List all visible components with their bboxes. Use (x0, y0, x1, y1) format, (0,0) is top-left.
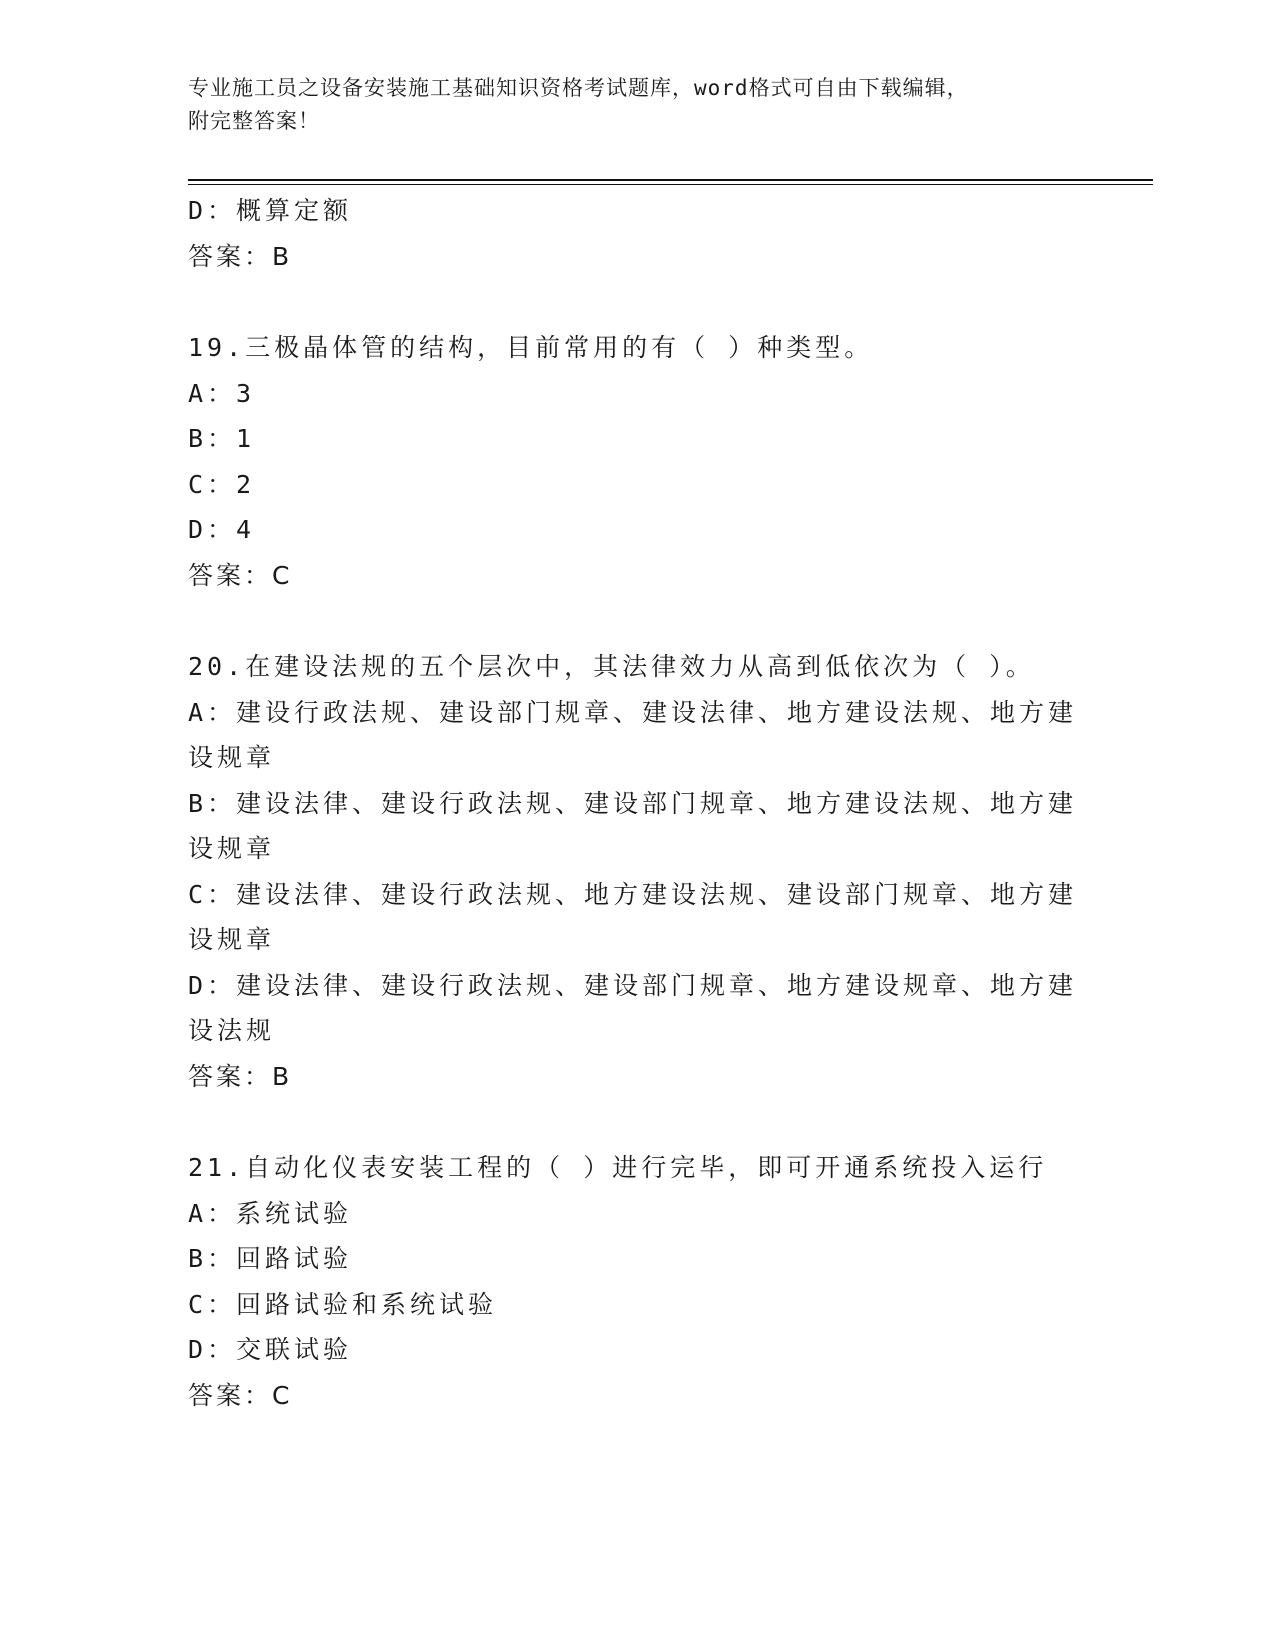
header-line-1: 专业施工员之设备安装施工基础知识资格考试题库，word格式可自由下载编辑， (188, 76, 969, 100)
document-header (188, 72, 1088, 138)
spacer (188, 598, 1088, 644)
question-21-option-b: B：回路试验 (188, 1244, 353, 1273)
question-20-option-c: C：建设法律、建设行政法规、地方建设法规、建设部门规章、地方建 (188, 879, 1078, 909)
header-divider-thick (188, 179, 1153, 181)
question-19-option-b: B：1 (188, 424, 256, 453)
question-19-option-d: D：4 (188, 515, 256, 544)
question-20-option-d-cont: 设法规 (188, 1016, 276, 1045)
spacer (188, 279, 1088, 325)
question-19-option-a: A：3 (188, 378, 256, 408)
question-19-answer: 答案：C (188, 560, 293, 590)
question-20-option-c-cont: 设规章 (188, 925, 276, 954)
prev-answer: 答案：B (188, 241, 293, 271)
question-20-option-d: D：建设法律、建设行政法规、建设部门规章、地方建设规章、地方建 (188, 970, 1078, 1000)
question-19-stem: 19.三极晶体管的结构，目前常用的有（ ）种类型。 (188, 333, 874, 362)
question-21-option-a: A：系统试验 (188, 1198, 353, 1228)
question-20-option-b: B：建设法律、建设行政法规、建设部门规章、地方建设法规、地方建 (188, 788, 1078, 818)
question-19-option-c: C：2 (188, 469, 256, 499)
question-20-answer: 答案：B (188, 1061, 293, 1091)
header-divider-thin (188, 184, 1153, 185)
prev-option-d: D：概算定额 (188, 196, 353, 225)
question-content (188, 188, 1088, 1418)
spacer (188, 1099, 1088, 1145)
question-20-stem: 20.在建设法规的五个层次中，其法律效力从高到低依次为（ ）。 (188, 652, 1035, 681)
header-line-2: 附完整答案！ (188, 109, 320, 133)
question-21-option-d: D：交联试验 (188, 1335, 353, 1364)
question-20-option-a: A：建设行政法规、建设部门规章、建设法律、地方建设法规、地方建 (188, 697, 1078, 727)
question-21-answer: 答案：C (188, 1380, 293, 1410)
question-21-option-c: C：回路试验和系统试验 (188, 1289, 498, 1319)
question-20-option-a-cont: 设规章 (188, 743, 276, 772)
question-21-stem: 21.自动化仪表安装工程的（ ）进行完毕，即可开通系统投入运行 (188, 1153, 1048, 1182)
question-20-option-b-cont: 设规章 (188, 834, 276, 863)
